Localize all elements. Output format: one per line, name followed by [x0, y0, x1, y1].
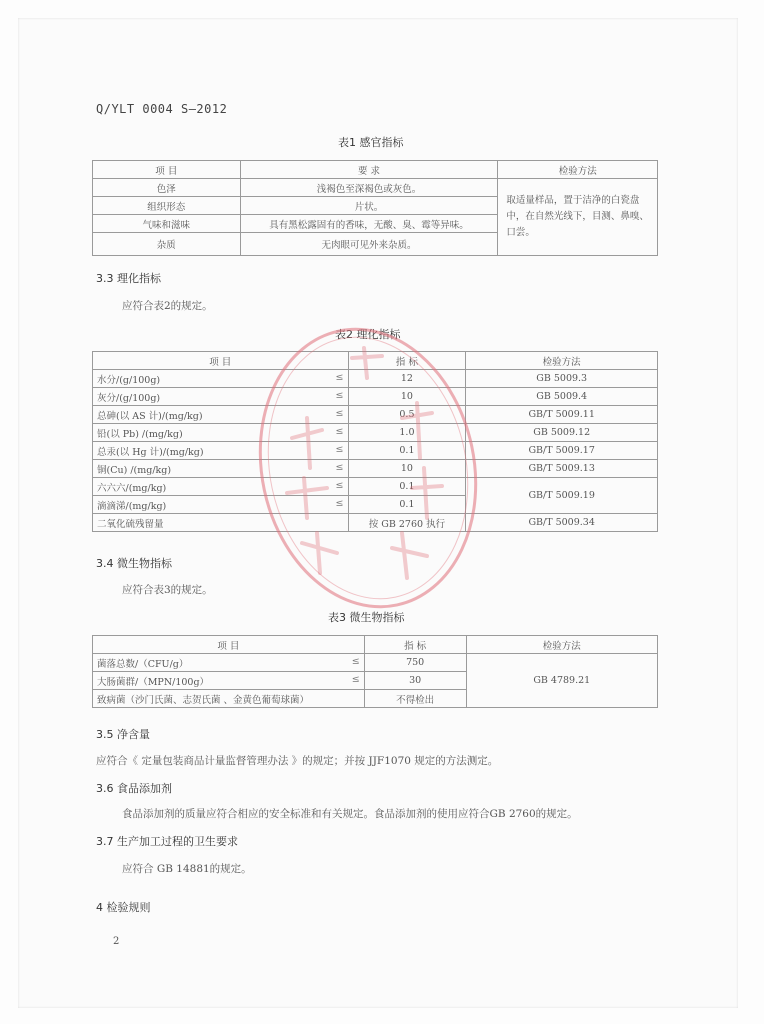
item-label: 二氧化硫残留量 [97, 518, 164, 530]
table1-caption: 表1 感官指标 [338, 136, 404, 149]
lte-symbol: ≤ [335, 407, 344, 419]
table-cell: GB/T 5009.13 [466, 460, 658, 478]
table-header: 项 目 [93, 636, 365, 654]
section-3-7-title: 3.7 生产加工过程的卫生要求 [96, 835, 238, 848]
table-cell: 750 [364, 654, 466, 672]
page-number: 2 [113, 936, 120, 947]
standard-code: Q/YLT 0004 S—2012 [96, 102, 228, 116]
section-3-6-text: 食品添加剂的质量应符合相应的安全标准和有关规定。食品添加剂的使用应符合GB 2760的规定。 [122, 808, 578, 820]
table-header: 指 标 [364, 636, 466, 654]
item-label: 铅(以 Pb) /(mg/kg) [97, 428, 183, 440]
section-3-4-title: 3.4 微生物指标 [96, 557, 172, 570]
table-cell: 具有黑松露固有的香味，无酸、臭、霉等异味。 [240, 215, 498, 233]
table-cell: 0.1 [348, 478, 466, 496]
table-cell: GB 5009.3 [466, 370, 658, 388]
table-header: 要 求 [240, 161, 498, 179]
section-4-title: 4 检验规则 [96, 901, 151, 914]
lte-symbol: ≤ [335, 371, 344, 383]
table-cell: 0.5 [348, 406, 466, 424]
item-label: 六六六/(mg/kg) [97, 482, 167, 494]
table-cell [93, 690, 365, 708]
table-header: 指 标 [348, 352, 466, 370]
lte-symbol: ≤ [335, 479, 344, 491]
table1-sensory [92, 160, 658, 256]
table-cell: 0.1 [348, 496, 466, 514]
table-cell: 无肉眼可见外来杂质。 [240, 233, 498, 256]
table-cell [93, 672, 365, 690]
item-label: 致病菌（沙门氏菌、志贺氏菌 、金黄色葡萄球菌） [97, 694, 310, 706]
table-row [93, 179, 658, 197]
lte-symbol: ≤ [335, 389, 344, 401]
table-cell: 10 [348, 460, 466, 478]
table-cell: 组织形态 [93, 197, 241, 215]
section-3-3-text: 应符合表2的规定。 [122, 300, 213, 312]
item-label: 灰分/(g/100g) [97, 392, 161, 404]
table-header-row [93, 636, 658, 654]
lte-symbol: ≤ [335, 425, 344, 437]
lte-symbol: ≤ [351, 655, 360, 667]
item-label: 滴滴涕/(mg/kg) [97, 500, 167, 512]
table-cell: 12 [348, 370, 466, 388]
table3-microbiological [92, 635, 658, 708]
lte-symbol: ≤ [335, 497, 344, 509]
section-3-7-text: 应符合 GB 14881的规定。 [122, 863, 252, 875]
item-label: 水分/(g/100g) [97, 374, 161, 386]
table2-caption: 表2 理化指标 [335, 328, 401, 341]
section-3-5-title: 3.5 净含量 [96, 728, 150, 741]
official-seal-stamp [252, 318, 484, 618]
table-cell: 30 [364, 672, 466, 690]
table-cell: 片状。 [240, 197, 498, 215]
table-cell: GB/T 5009.11 [466, 406, 658, 424]
table-header: 检验方法 [466, 636, 657, 654]
table-cell [93, 654, 365, 672]
table-cell: GB/T 5009.34 [466, 514, 658, 532]
table1-method-cell: 取适量样品，置于洁净的白瓷盘中，在自然光线下，目测、鼻嗅、口尝。 [498, 179, 658, 256]
table-cell: 按 GB 2760 执行 [348, 514, 466, 532]
table-cell: 浅褐色至深褐色或灰色。 [240, 179, 498, 197]
table3-method-cell: GB 4789.21 [466, 654, 657, 708]
item-label: 总汞(以 Hg 计)/(mg/kg) [97, 446, 204, 458]
table-cell: 0.1 [348, 442, 466, 460]
table-cell: 色泽 [93, 179, 241, 197]
table-row [93, 654, 658, 672]
section-3-3-title: 3.3 理化指标 [96, 272, 161, 285]
table-cell: 气味和滋味 [93, 215, 241, 233]
section-3-6-title: 3.6 食品添加剂 [96, 782, 172, 795]
item-label: 大肠菌群/（MPN/100g） [97, 676, 210, 688]
table-cell: 杂质 [93, 233, 241, 256]
table3-caption: 表3 微生物指标 [328, 611, 405, 624]
table-cell: GB/T 5009.17 [466, 442, 658, 460]
table-cell: 10 [348, 388, 466, 406]
section-3-5-text: 应符合《 定量包装商品计量监督管理办法 》的规定；并按 JJF1070 规定的方法测定。 [96, 755, 499, 767]
table-header-row [93, 161, 658, 179]
table-header: 检验方法 [466, 352, 658, 370]
table-header: 项 目 [93, 352, 349, 370]
table-cell: 不得检出 [364, 690, 466, 708]
table-cell: GB 5009.4 [466, 388, 658, 406]
table-cell: 1.0 [348, 424, 466, 442]
lte-symbol: ≤ [351, 673, 360, 685]
table-cell: GB 5009.12 [466, 424, 658, 442]
lte-symbol: ≤ [335, 443, 344, 455]
item-label: 菌落总数/（CFU/g） [97, 658, 189, 670]
item-label: 铜(Cu) /(mg/kg) [97, 464, 172, 476]
table-header: 检验方法 [498, 161, 658, 179]
table-header: 项 目 [93, 161, 241, 179]
table-cell: GB/T 5009.19 [466, 478, 658, 514]
item-label: 总砷(以 AS 计)/(mg/kg) [97, 410, 203, 422]
section-3-4-text: 应符合表3的规定。 [122, 584, 213, 596]
lte-symbol: ≤ [335, 461, 344, 473]
